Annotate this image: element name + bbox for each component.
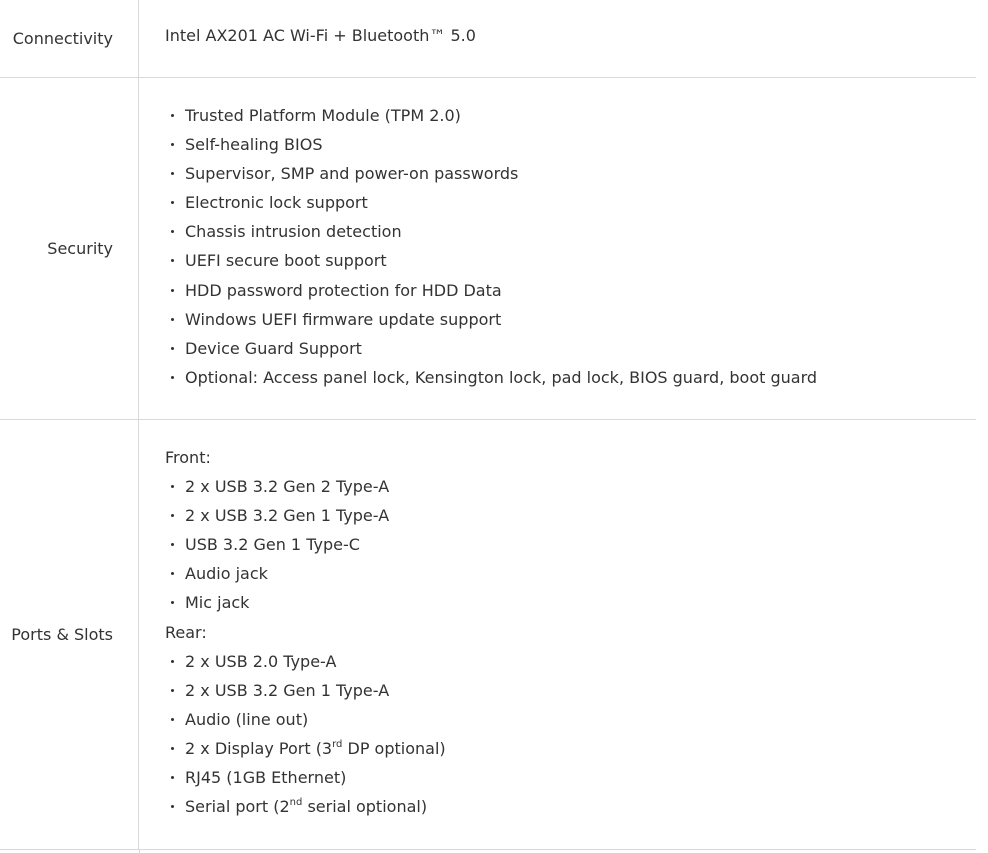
list-item: Mic jack [165,588,976,617]
serial-port-text: Serial port (2 [185,797,290,817]
spec-row-security [0,78,976,420]
list-item: 2 x USB 3.2 Gen 1 Type-A [165,501,976,530]
spec-value-connectivity: Intel AX201 AC Wi-Fi + Bluetooth™ 5.0 [165,26,476,45]
list-item: 2 x USB 3.2 Gen 2 Type-A [165,472,976,501]
list-item-display-port [165,734,976,763]
display-port-text: 2 x Display Port (3 [185,738,333,758]
spec-label-ports-slots: Ports & Slots [0,420,139,849]
list-item: Audio jack [165,559,976,588]
list-item: RJ45 (1GB Ethernet) [165,763,976,792]
rear-ports-list [165,647,976,822]
list-item: Self-healing BIOS [165,130,976,159]
spec-value-ports-slots [165,443,976,821]
spec-row-connectivity [0,0,976,78]
ordinal-suffix: nd [289,796,303,808]
spec-row-ports-slots [0,420,976,850]
list-item: Windows UEFI firmware update support [165,305,976,334]
list-item-serial-port [165,792,976,821]
spec-value-security [165,101,976,392]
security-features-list [165,101,976,392]
list-item: 2 x USB 3.2 Gen 1 Type-A [165,676,976,705]
list-item: UEFI secure boot support [165,246,976,275]
spec-label-connectivity: Connectivity [0,0,139,77]
list-item: Optional: Access panel lock, Kensington lock, pad lock, BIOS guard, boot guard [165,363,976,392]
list-item: Device Guard Support [165,334,976,363]
list-item: HDD password protection for HDD Data [165,276,976,305]
list-item: USB 3.2 Gen 1 Type-C [165,530,976,559]
list-item: Chassis intrusion detection [165,217,976,246]
list-item: Supervisor, SMP and power-on passwords [165,159,976,188]
front-ports-list [165,472,976,617]
serial-port-text-end: serial optional) [302,797,428,817]
list-item: Electronic lock support [165,188,976,217]
list-item: Trusted Platform Module (TPM 2.0) [165,101,976,130]
rear-ports-heading: Rear: [165,622,207,642]
display-port-text-end: DP optional) [342,738,446,758]
list-item: 2 x USB 2.0 Type-A [165,647,976,676]
list-item: Audio (line out) [165,705,976,734]
ordinal-suffix: rd [332,738,343,750]
spec-label-security: Security [0,78,139,419]
front-ports-heading: Front: [165,448,211,467]
